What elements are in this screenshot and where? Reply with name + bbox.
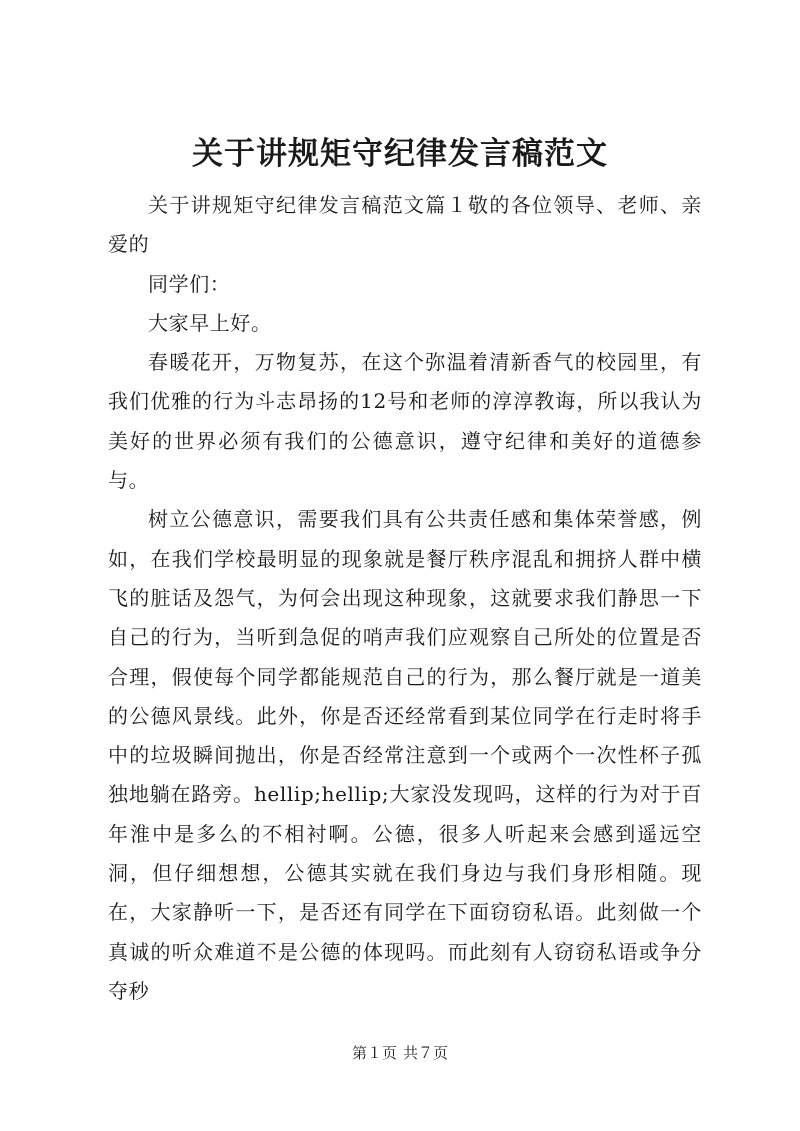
paragraph-spring: 春暖花开，万物复苏，在这个弥温着清新香气的校园里，有我们优雅的行为斗志昂扬的12号和老师的淳淳教诲，所以我认为美好的世界必须有我们的公德意识，遵守纪律和美好的道德参与。 (108, 350, 702, 493)
paragraph-public-morality: 树立公德意识，需要我们具有公共责任感和集体荣誉感，例如，在我们学校最明显的现象就是餐厅秩序混乱和拥挤人群中横飞的脏话及怨气，为何会出现这种现象，这就要求我们静思一下自己的行为，当听到急促的哨声我们应观察自己所处的位置是否合理，假使每个同学都能规范自己的行为，那么餐厅就是一道美的公德风景线。此外，你是否还经常看到某位同学在行走时将手中的垃圾瞬间抛出，你是否经常注意到一个或两个一次性杯子孤独地躺在路旁。hellip;hellip;大家没发现吗，这样的行为对于百年淮中是多么的不相衬啊。公德，很多人听起来会感到遥远空洞，但仔细想想，公德其实就在我们身边与我们身形相随。现在，大家静听一下，是否还有同学在下面窃窃私语。此刻做一个真诚的听众难道不是公德的体现吗。而此刻有人窃窃私语或争分夺秒 (108, 507, 702, 1003)
document-title: 关于讲规矩守纪律发言稿范文 (192, 136, 608, 172)
paragraph-good-morning: 大家早上好。 (148, 310, 272, 335)
page-number: 第１页 (351, 1044, 397, 1062)
paragraph-intro: 关于讲规矩守纪律发言稿范文篇１敬的各位领导、老师、亲爱的 (108, 193, 702, 257)
paragraph-greeting-students: 同学们： (148, 271, 231, 296)
page-footer (0, 1043, 800, 1063)
document-body (108, 186, 702, 1011)
page-total: 共７页 (403, 1044, 449, 1062)
